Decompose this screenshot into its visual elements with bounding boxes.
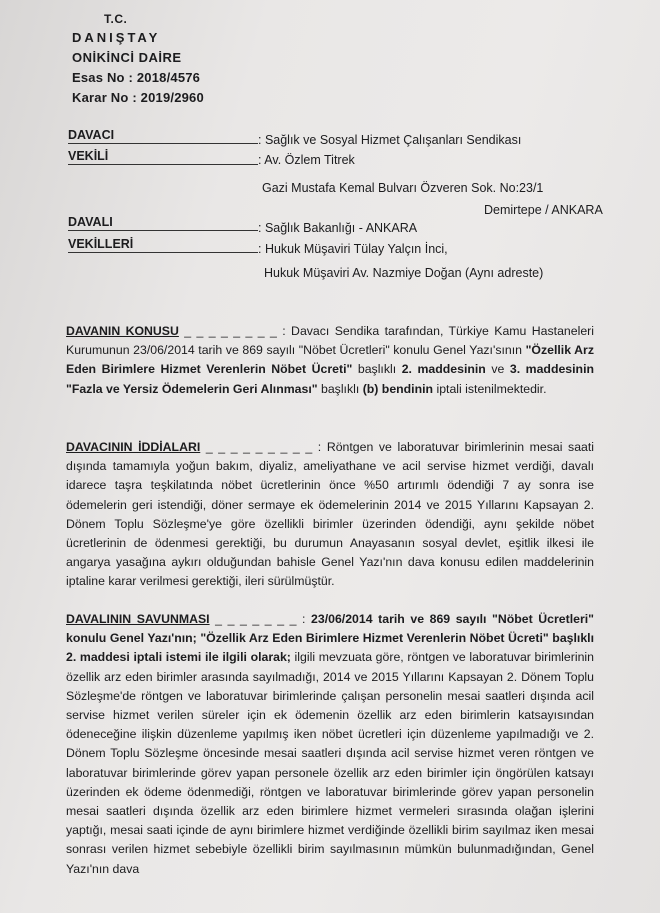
vekilleri-label: VEKİLLERİ [68, 237, 258, 253]
header-court: DANIŞTAY [72, 30, 161, 45]
konu-text-5: iptali istenilmektedir. [433, 381, 547, 396]
konu-text-4: başlıklı [317, 381, 363, 396]
vekili-label: VEKİLİ [68, 149, 258, 165]
konu-text-1: Davacı Sendika tarafından, Türkiye Kamu Hastaneleri Kurumunun 23/06/2014 tarih ve 869 sayılı "Nöbet Ücretleri" konulu Genel Yazı'sının [66, 324, 594, 358]
savunma-bold-text: 23/06/2014 tarih ve 869 sayılı "Nöbet Ücretleri" konulu Genel Yazı'nın; "Özellik Arz Eden Birimlere Hizmet Verenlerin Nöbet Ücreti" başlıklı 2. maddesi iptali istemi ile ilgili olarak; [66, 612, 594, 665]
konu-text-2: başlıklı [352, 362, 402, 377]
savunma-text: ilgili mevzuata göre, röntgen ve laboratuvar birimlerinin özellik arz eden birimler arasında sayılmadığı, 2014 ve 2015 Yıllarını Kapsayan 2. Dönem Toplu Sözleşme'de röntgen ve laboratuvar birimlerinde çalışan personelin mesai saatleri dışında acil servise hizmet verilen süreler için ek ödemenin özellik arz eden birimlerin katsayısından ödeneceğine ilişkin düzenleme yapılmış iken nöbet ücretleri için düzenleme yapılmadığı ve 2. Dönem Toplu Sözleşme öncesinde mesai saatleri dışında acil servise hizmet veren röntgen ve laboratuvar birimlerinde görev yapan personele özellik arz eden birimler için öngörülen katsayı üzerinden ek ödeme ödenmediği, röntgen ve laboratuvar birimlerinde görev yapan personelin mesai saatleri dışında özellik arz eden birimlere hizmet vermeleri sırasında olağan işlerini yaptığı, mesai saati içinde de aynı birimlere hizmet verdiğinde özellikli birim sayılmaz iken mesai sonrası verilen hizmet sebebiyle özellikli birim sayılmasının mümkün bulunmadığından, Genel Yazı'nın dava [66, 650, 594, 876]
vekilleri-value-line2: Hukuk Müşaviri Av. Nazmiye Doğan (Aynı adreste) [264, 266, 544, 280]
davacinin-iddialari-paragraph [66, 438, 594, 592]
konu-text-3: ve [485, 362, 510, 377]
davalinin-savunmasi-heading: DAVALININ SAVUNMASI [66, 612, 210, 626]
header-tc: T.C. [104, 12, 128, 26]
davanin-konusu-paragraph [66, 322, 594, 399]
vekili-address-line1: Gazi Mustafa Kemal Bulvarı Özveren Sok. No:23/1 [262, 181, 544, 195]
davanin-konusu-heading: DAVANIN KONUSU [66, 324, 179, 338]
vekili-address-line2: Demirtepe / ANKARA [484, 203, 603, 217]
header-esas-no: Esas No : 2018/4576 [72, 70, 201, 85]
davali-label: DAVALI [68, 215, 258, 231]
davaci-value: : Sağlık ve Sosyal Hizmet Çalışanları Sendikası [258, 133, 522, 147]
iddialar-fill: _ _ _ _ _ _ _ _ _ : [205, 440, 322, 454]
davacinin-iddialari-heading: DAVACININ İDDİALARI [66, 440, 201, 454]
header-karar-no: Karar No : 2019/2960 [72, 90, 204, 105]
savunma-fill: _ _ _ _ _ _ _ : [215, 612, 306, 626]
konu-fill: _ _ _ _ _ _ _ _ : [184, 324, 286, 338]
konu-bold-1: "Özellik Arz Eden Birimlere Hizmet Verenlerin Nöbet Ücreti" [66, 343, 594, 377]
davaci-label: DAVACI [68, 128, 258, 144]
vekilleri-value-line1: : Hukuk Müşaviri Tülay Yalçın İnci, [258, 242, 448, 256]
vekili-value: : Av. Özlem Titrek [258, 153, 355, 167]
iddialar-text: Röntgen ve laboratuvar birimlerinin mesai saati dışında tamamıyla yoğun bakım, diyaliz, ameliyathane ve acil servise hizmet verdiği, davalı idarece taşra teşkilatında nöbet ücretlerinin önce %50 artırımlı ödendiği 7 ay sonra ise ödemelerin geri istendiği, döner sermaye ek ödemelerinin 2014 ve 2015 Yıllarını Kapsayan 2. Dönem Toplu Sözleşme'ye göre özellikli birimler üzerinden ödendiği, aynı şekilde nöbet ücretlerinin de ödenmesi gerektiği, bu durumun Anayasanın sosyal devlet, eşitlik ilkesi ile angarya yasağına aykırı olduğundan bahisle Genel Yazı'nın dava konusu edilen maddelerinin iptaline karar verilmesi gerektiği, ileri sürülmüştür. [66, 440, 595, 589]
konu-bold-3: 3. maddesinin "Fazla ve Yersiz Ödemelerin Geri Alınması" [66, 362, 594, 396]
konu-bold-4: (b) bendinin [362, 381, 434, 396]
davalinin-savunmasi-paragraph [66, 610, 594, 879]
davali-value: : Sağlık Bakanlığı - ANKARA [258, 221, 418, 235]
konu-bold-2: 2. maddesinin [401, 362, 486, 377]
header-chamber: ONİKİNCİ DAİRE [72, 50, 182, 65]
